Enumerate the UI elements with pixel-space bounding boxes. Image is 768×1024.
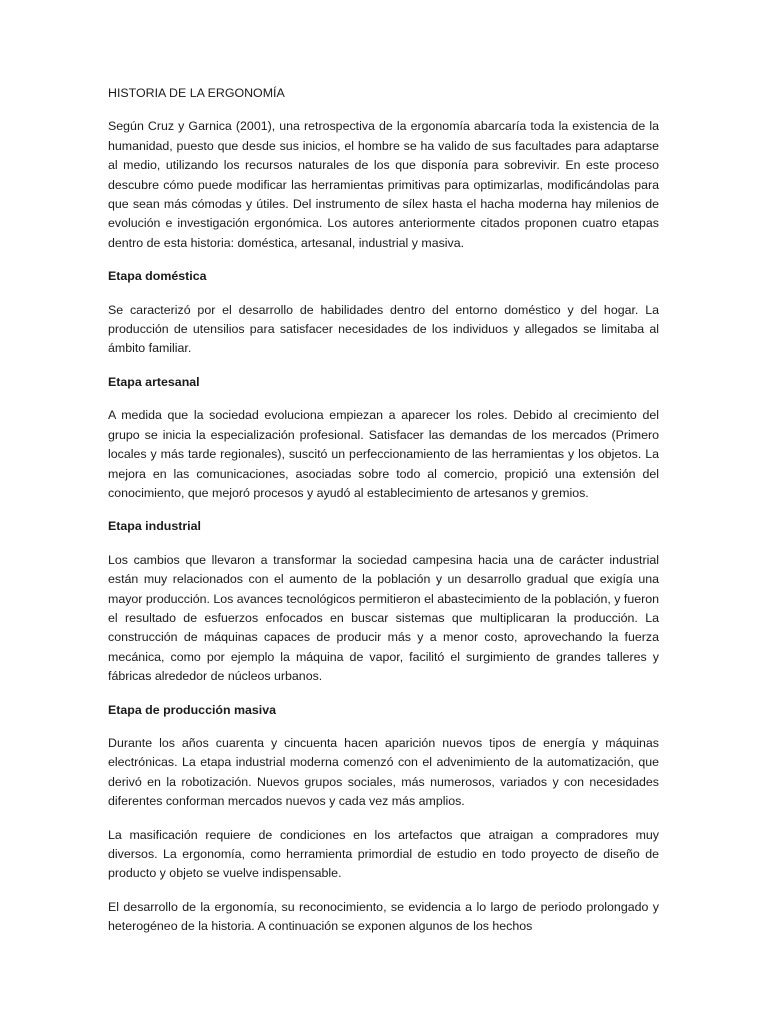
section-heading-artesanal: Etapa artesanal bbox=[108, 374, 200, 389]
section-heading-domestica: Etapa doméstica bbox=[108, 269, 207, 284]
section-paragraph: Se caracterizó por el desarrollo de habilidades dentro del entorno doméstico y del hogar. La producción de utensilios para satisfacer necesidades de los individuos y allegados se limitaba al ámbito familiar. bbox=[108, 302, 659, 356]
section-paragraph: La masificación requiere de condiciones en los artefactos que atraigan a compradores muy diversos. La ergonomía, como herramienta primordial de estudio en todo proyecto de diseño de producto y objeto se vuelve indispensable. bbox=[108, 827, 659, 881]
section-paragraph: Los cambios que llevaron a transformar la sociedad campesina hacia una de carácter industrial están muy relacionados con el aumento de la población y un desarrollo gradual que exigía una mayor producción. Los avances tecnológicos permitieron el abastecimiento de la población, y fueron el resultado de esfuerzos enfocados en buscar sistemas que multiplicaran la producción. La construcción de máquinas capaces de producir más y a menor costo, aprovechando la fuerza mecánica, como por ejemplo la máquina de vapor, facilitó el surgimiento de grandes talleres y fábricas alrededor de núcleos urbanos. bbox=[108, 552, 660, 684]
section-paragraph: El desarrollo de la ergonomía, su reconocimiento, se evidencia a lo largo de periodo prolongado y heterogéneo de la historia. A continuación se exponen algunos de los hechos bbox=[108, 899, 659, 934]
section-heading-produccion-masiva: Etapa de producción masiva bbox=[108, 702, 277, 717]
section-paragraph: A medida que la sociedad evoluciona empiezan a aparecer los roles. Debido al crecimiento del grupo se inicia la especialización profesional. Satisfacer las demandas de los mercados (Primero locales y más tarde regionales), suscitó un perfeccionamiento de las herramientas y los objetos. La mejora en las comunicaciones, asociadas sobre todo al comercio, propició una extensión del conocimiento, que mejoró procesos y ayudó al establecimiento de artesanos y gremios. bbox=[108, 408, 659, 500]
section-heading-industrial: Etapa industrial bbox=[108, 519, 201, 534]
intro-paragraph: Según Cruz y Garnica (2001), una retrospectiva de la ergonomía abarcaría toda la existencia de la humanidad, puesto que desde sus inicios, el hombre se ha valido de sus facultades para adaptarse al medio, utilizando los recursos naturales de los que disponía para sobrevivir. En este proceso descubre cómo puede modificar las herramientas primitivas para optimizarlas, modificándolas para que sean más cómodas y útiles. Del instrumento de sílex hasta el hacha moderna hay milenios de evolución e investigación ergonómica. Los autores anteriormente citados proponen cuatro etapas dentro de esta historia: doméstica, artesanal, industrial y masiva. bbox=[108, 119, 659, 250]
document-page bbox=[108, 84, 659, 951]
document-title: HISTORIA DE LA ERGONOMÍA bbox=[108, 86, 285, 100]
section-paragraph: Durante los años cuarenta y cincuenta hacen aparición nuevos tipos de energía y máquinas electrónicas. La etapa industrial moderna comenzó con el advenimiento de la automatización, que derivó en la robotización. Nuevos grupos sociales, más numerosos, variados y con necesidades diferentes conforman mercados nuevos y cada vez más amplios. bbox=[108, 735, 659, 809]
